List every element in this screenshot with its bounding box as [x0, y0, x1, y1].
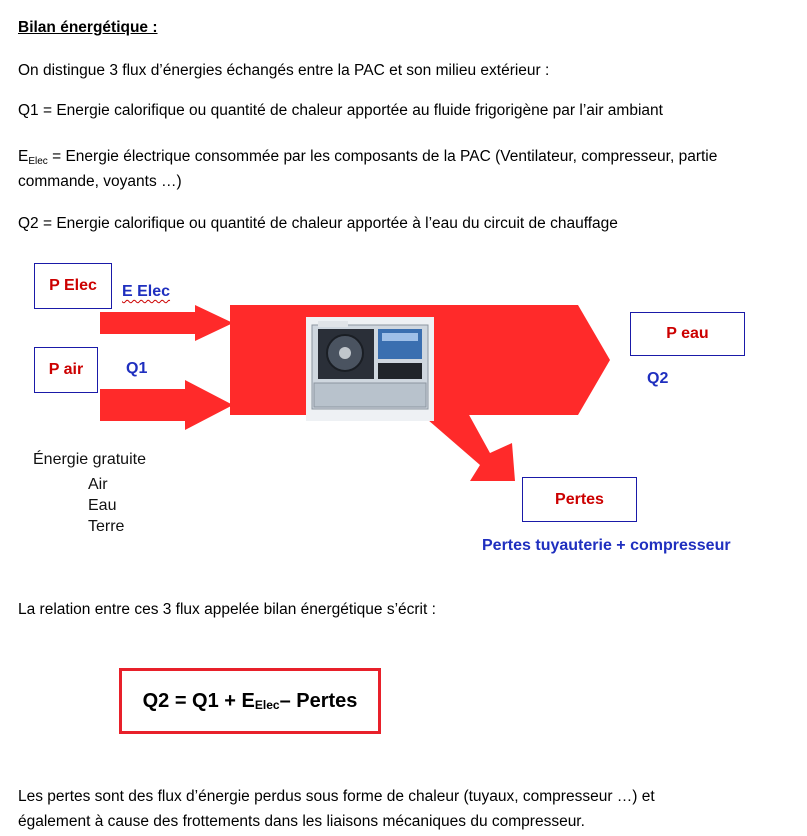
eelec-definition-line2: commande, voyants …) [18, 173, 182, 190]
loss-arrow [420, 413, 515, 481]
p-eau-box: P eau [630, 312, 745, 356]
conclusion-line2: également à cause des frottements dans les liaisons mécaniques du compresseur. [18, 813, 585, 830]
section-heading: Bilan énergétique : [18, 19, 158, 36]
energy-flow-diagram [0, 255, 807, 565]
equation-subscript: Elec [254, 698, 280, 712]
q1-definition: Q1 = Energie calorifique ou quantité de chaleur apportée au fluide frigorigène par l’air ambiant [18, 102, 663, 119]
energy-balance-equation [119, 668, 381, 734]
eelec-subscript: Elec [28, 156, 48, 167]
q1-label: Q1 [126, 360, 148, 377]
heat-pump-photo [306, 317, 434, 421]
air-input-arrow [100, 380, 233, 430]
p-air-box: P air [34, 347, 98, 393]
free-energy-list [88, 474, 124, 537]
free-energy-title: Énergie gratuite [33, 451, 146, 468]
p-elec-box: P Elec [34, 263, 112, 309]
elec-input-arrow [100, 305, 233, 341]
q2-definition: Q2 = Energie calorifique ou quantité de chaleur apportée à l’eau du circuit de chauffage [18, 215, 618, 232]
free-energy-item-terre: Terre [88, 518, 125, 535]
q2-label: Q2 [647, 370, 669, 387]
equation-left: Q2 = Q1 + E [142, 689, 255, 712]
intro-paragraph: On distingue 3 flux d’énergies échangés entre la PAC et son milieu extérieur : [18, 62, 550, 79]
conclusion-line1: Les pertes sont des flux d’énergie perdus sous forme de chaleur (tuyaux, compresseur …) et [18, 788, 655, 805]
e-elec-label-text: E Elec [122, 283, 171, 300]
eelec-definition [18, 146, 717, 170]
eelec-definition-line1: = Energie électrique consommée par les composants de la PAC (Ventilateur, compresseur, partie [47, 148, 718, 165]
e-elec-label [122, 283, 170, 301]
pertes-description: Pertes tuyauterie + compresseur [482, 537, 731, 554]
relation-paragraph: La relation entre ces 3 flux appelée bilan énergétique s’écrit : [18, 601, 436, 618]
pertes-box: Pertes [522, 477, 637, 522]
free-energy-item-eau: Eau [88, 497, 117, 514]
free-energy-item-air: Air [88, 476, 108, 493]
equation-right: – Pertes [279, 689, 358, 712]
eelec-symbol: E [18, 148, 29, 165]
